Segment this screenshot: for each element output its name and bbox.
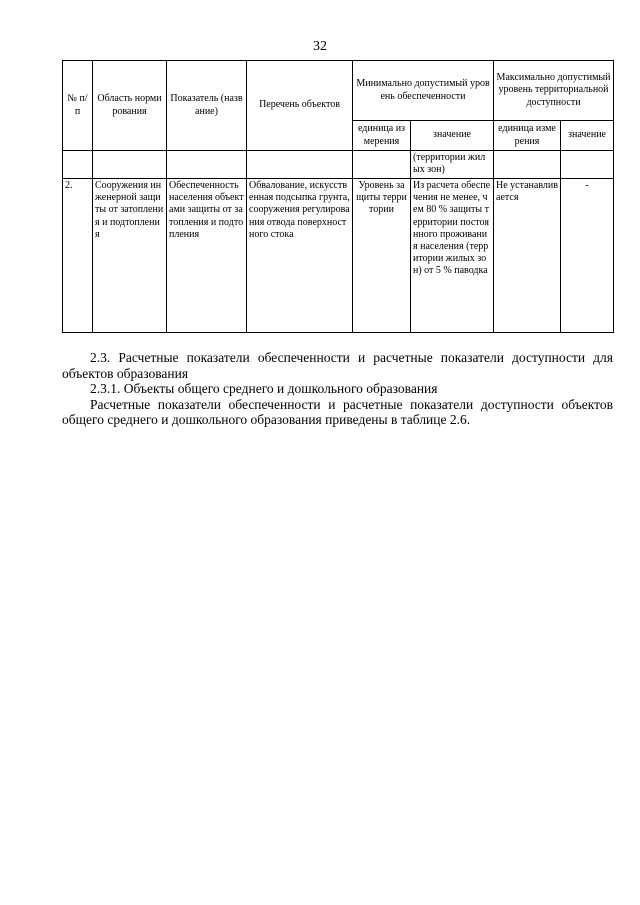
header-min-level: Минимально допустимый уровень обеспеченности: [353, 61, 494, 121]
cell-max-value: -: [561, 179, 614, 333]
header-min-unit: единица измерения: [353, 121, 411, 151]
cell-indicator: Обеспеченность населения объектами защиты от затопления и подтопления: [167, 179, 247, 333]
cell-max-unit: Не устанавливается: [494, 179, 561, 333]
section-heading: 2.3. Расчетные показатели обеспеченности и расчетные показатели доступности для объектов образования: [62, 350, 613, 381]
cell-area: Сооружения инженерной защиты от затопления и подтопления: [93, 179, 167, 333]
cell-indicator: [167, 151, 247, 179]
cell-max-value: [561, 151, 614, 179]
table-row: [63, 151, 614, 179]
header-max-unit: единица измерения: [494, 121, 561, 151]
subsection-heading: 2.3.1. Объекты общего среднего и дошкольного образования: [90, 381, 438, 396]
header-objects: Перечень объектов: [247, 61, 353, 151]
header-num: № п/п: [63, 61, 93, 151]
cell-min-unit: [353, 151, 411, 179]
cell-objects: Обвалование, искусственная подсыпка грунта, сооружения регулирования отвода поверхностного стока: [247, 179, 353, 333]
cell-min-unit: Уровень защиты территории: [353, 179, 411, 333]
norms-table: [62, 60, 614, 333]
section-text: [62, 350, 613, 428]
header-indicator: Показатель (название): [167, 61, 247, 151]
header-area: Область нормирования: [93, 61, 167, 151]
table-row: [63, 179, 614, 333]
cell-num: 2.: [63, 179, 93, 333]
cell-num: [63, 151, 93, 179]
body-paragraph: Расчетные показатели обеспеченности и расчетные показатели доступности объектов общего среднего и дошкольного образования приведены в таблице 2.6.: [62, 396, 613, 427]
cell-objects: [247, 151, 353, 179]
cell-min-value: (территории жилых зон): [411, 151, 494, 179]
header-max-value: значение: [561, 121, 614, 151]
cell-min-value: Из расчета обеспечения не менее, чем 80 % защиты территории постоянного проживания населения (территории жилых зон) от 5 % паводка: [411, 179, 494, 333]
cell-area: [93, 151, 167, 179]
page-number: 32: [313, 39, 327, 54]
header-min-value: значение: [411, 121, 494, 151]
cell-max-unit: [494, 151, 561, 179]
header-max-level: Максимально допустимый уровень территориальной доступности: [494, 61, 614, 121]
